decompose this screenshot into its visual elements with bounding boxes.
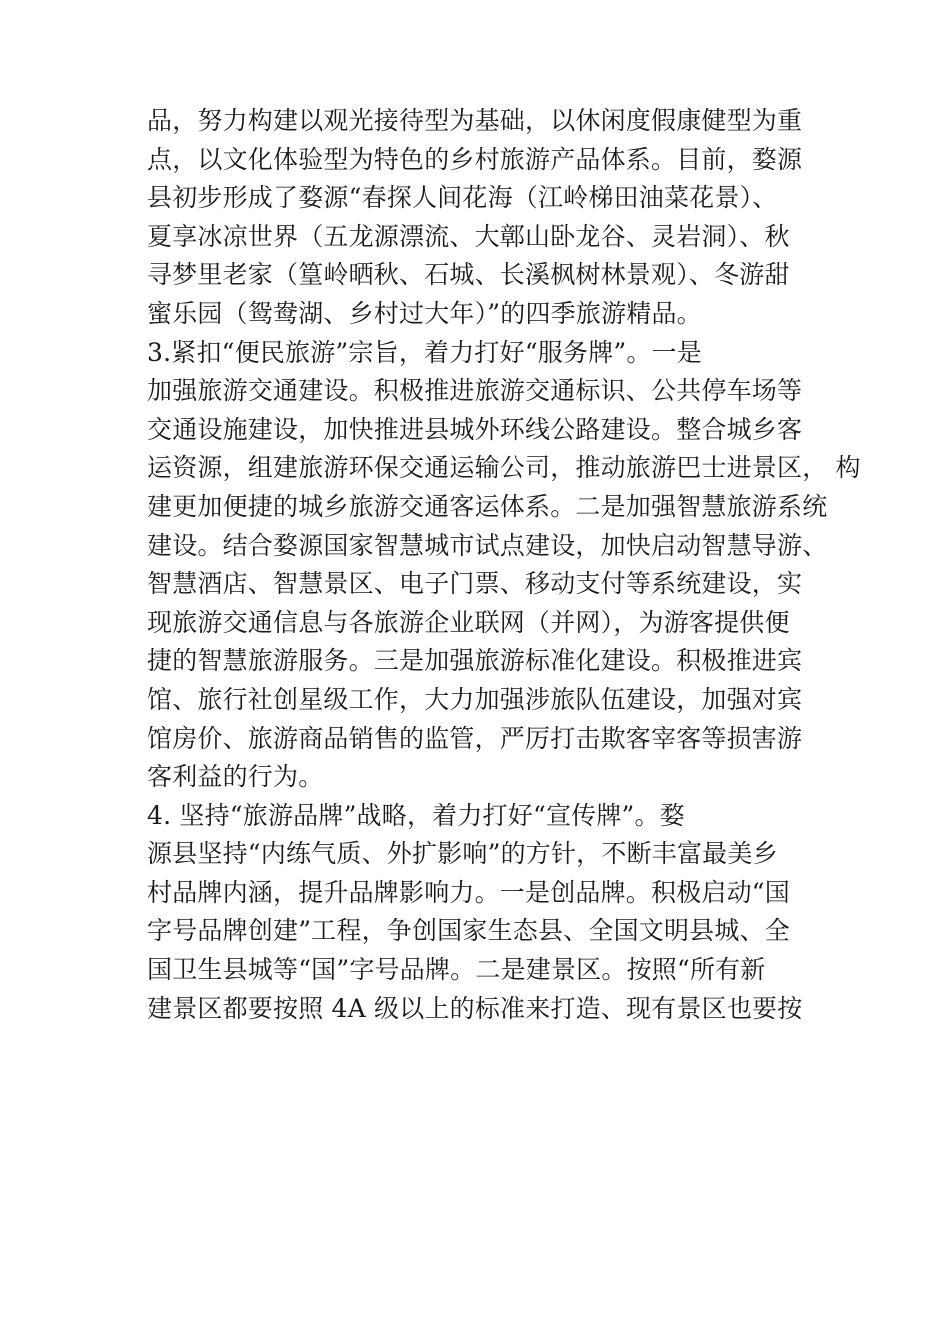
text-line: 4. 坚持“旅游品牌”战略，着力打好“宣传牌”。婺 (147, 800, 685, 830)
text-line: 建设。结合婺源国家智慧城市试点建设，加快启动智慧导游、 (147, 530, 828, 560)
text-line: 字号品牌创建”工程，争创国家生态县、全国文明县城、全 (147, 916, 790, 946)
text-line: 捷的智慧旅游服务。三是加强旅游标准化建设。积极推进宾 (147, 646, 803, 676)
text-line: 运资源，组建旅游环保交通运输公司，推动旅游巴士进景区， 构 (147, 453, 861, 483)
text-line: 建更加便捷的城乡旅游交通客运体系。二是加强智慧旅游系统 (147, 491, 828, 521)
text-line: 蜜乐园（鸳鸯湖、乡村过大年）”的四季旅游精品。 (147, 298, 702, 328)
text-line: 智慧酒店、智慧景区、电子门票、移动支付等系统建设，实 (147, 569, 803, 599)
text-line: 县初步形成了婺源“春探人间花海（江岭梯田油菜花景）、 (147, 183, 778, 213)
text-line: 夏享冰凉世界（五龙源漂流、大鄣山卧龙谷、灵岩洞）、秋 (147, 221, 790, 251)
text-line: 建景区都要按照 4A 级以上的标准来打造、现有景区也要按 (147, 993, 803, 1023)
text-line: 现旅游交通信息与各旅游企业联网（并网），为游客提供便 (147, 607, 790, 637)
text-line: 客利益的行为。 (147, 762, 324, 792)
text-line: 村品牌内涵，提升品牌影响力。一是创品牌。积极启动“国 (147, 877, 790, 907)
text-line: 馆房价、旅游商品销售的监管，严厉打击欺客宰客等损害游 (147, 723, 803, 753)
body-text (147, 102, 861, 1028)
text-line: 源县坚持“内练气质、外扩影响”的方针，不断丰富最美乡 (147, 839, 778, 869)
text-line: 寻梦里老家（篁岭晒秋、石城、长溪枫树林景观）、冬游甜 (147, 260, 790, 290)
text-line: 加强旅游交通建设。积极推进旅游交通标识、公共停车场等 (147, 376, 803, 406)
text-line: 国卫生县城等“国”字号品牌。二是建景区。按照“所有新 (147, 955, 766, 985)
text-line: 馆、旅行社创星级工作，大力加强涉旅队伍建设，加强对宾 (147, 684, 803, 714)
text-line: 点，以文化体验型为特色的乡村旅游产品体系。目前，婺源 (147, 144, 803, 174)
text-line: 交通设施建设，加快推进县城外环线公路建设。整合城乡客 (147, 414, 803, 444)
text-line: 品，努力构建以观光接待型为基础，以休闲度假康健型为重 (147, 106, 803, 135)
text-line: 3.紧扣“便民旅游”宗旨，着力打好“服务牌”。一是 (147, 337, 702, 367)
